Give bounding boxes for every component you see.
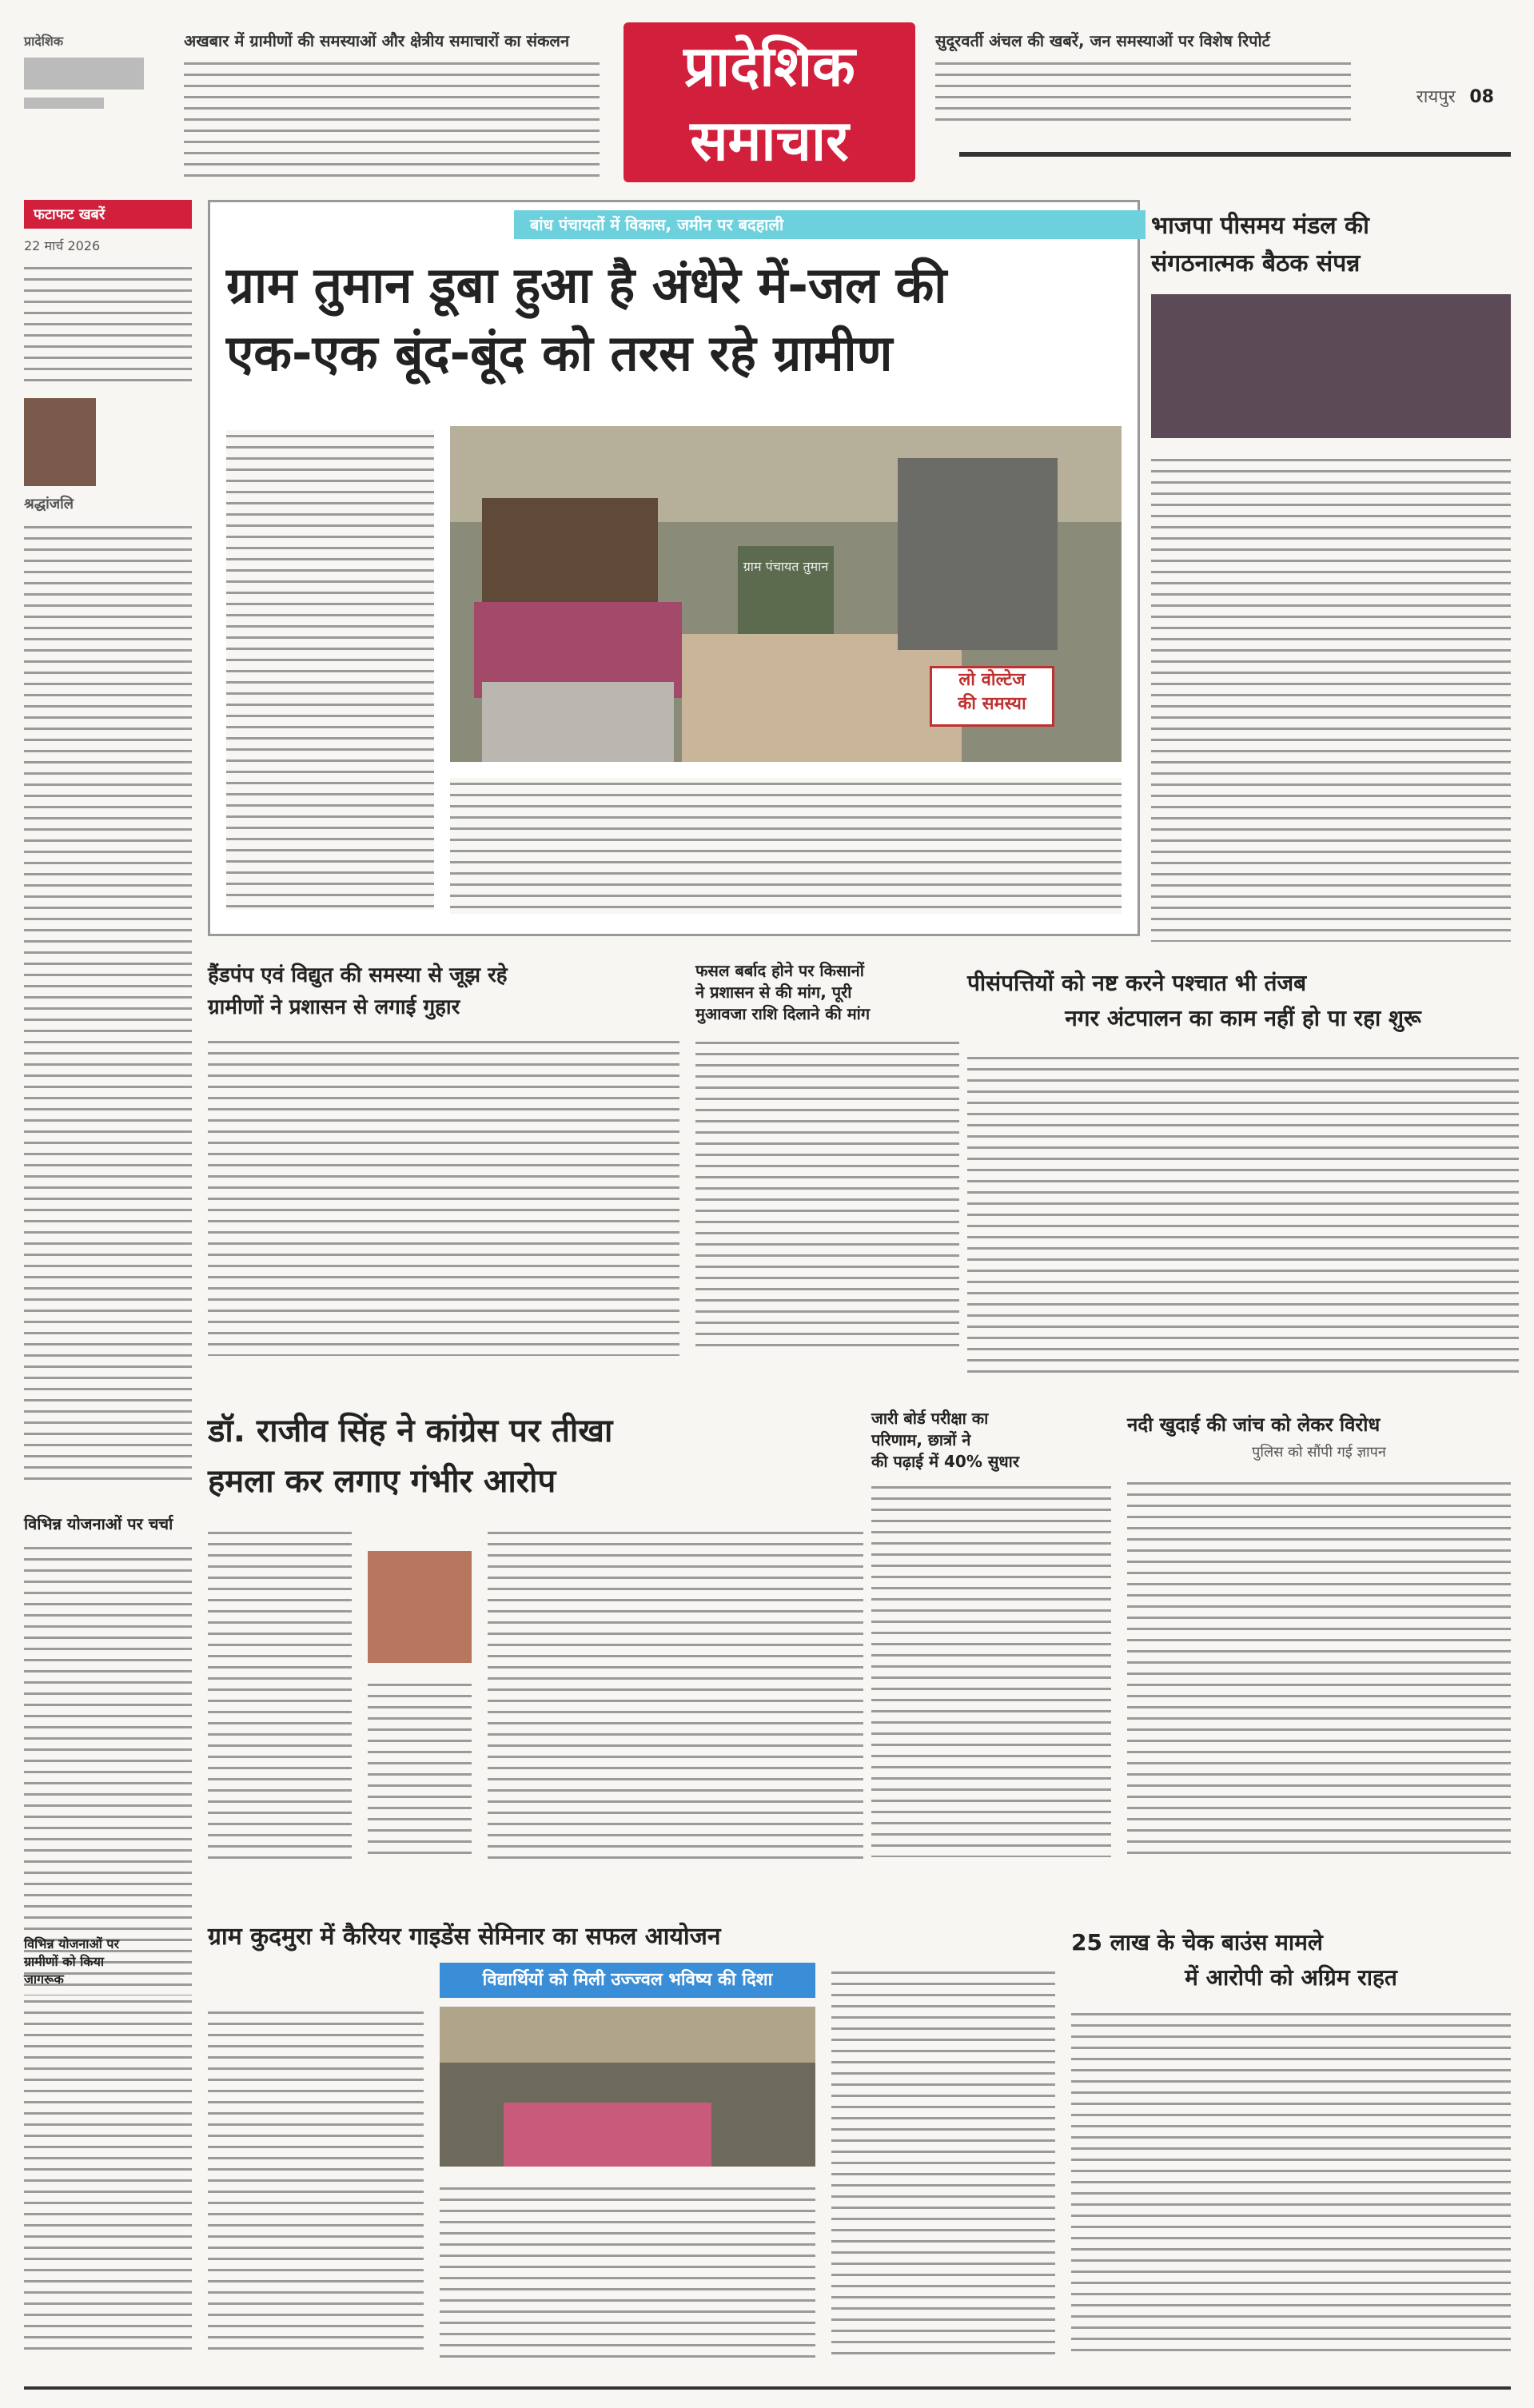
lead-story-box: [208, 200, 1140, 936]
seminar-strip-text: विद्यार्थियों को मिली उज्ज्वल भविष्य की दिशा: [482, 1970, 773, 1990]
story-mid-left: [208, 959, 679, 1359]
exam-headline-line3: की पढ़ाई में 40% सुधार: [871, 1452, 1020, 1471]
section-badge: [624, 22, 915, 182]
mid-left-headline-line1: हैंडपंप एवं विद्युत की समस्या से जूझ रहे: [208, 963, 508, 987]
top-right-teaser-text: सुदूरवर्ती अंचल की खबरें, जन समस्याओं पर विशेष रिपोर्ट: [935, 31, 1270, 50]
story-cheque: [1071, 1927, 1511, 2374]
section-badge-line1: प्रादेशिक: [683, 34, 855, 99]
section-badge-line2: समाचार: [690, 108, 849, 173]
lead-kicker: [514, 210, 1146, 239]
mid-left-headline-line2: ग्रामीणों ने प्रशासन से लगाई गुहार: [208, 995, 460, 1019]
seminar-photo: [440, 2007, 815, 2167]
story-exam: [871, 1407, 1111, 1871]
exam-headline-line2: परिणाम, छात्रों ने: [871, 1430, 971, 1449]
section-tag-text: फटाफट खबरें: [34, 206, 106, 223]
bottom-left-heading-2: ग्रामीणों को किया: [24, 1954, 105, 1969]
exam-headline-line1: जारी बोर्ड परीक्षा का: [871, 1409, 989, 1428]
story-mid-center: [695, 959, 959, 1359]
cheque-headline-line2: में आरोपी को अग्रिम राहत: [1185, 1964, 1397, 1991]
cheque-headline-line1: 25 लाख के चेक बाउंस मामले: [1071, 1929, 1323, 1956]
panchayat-sign: [738, 546, 834, 634]
bottom-left-story: [24, 1935, 192, 2366]
lead-headline-line1: ग्राम तुमान डूबा हुआ है अंधेरे में-जल की: [226, 256, 947, 314]
rajeev-portrait: [368, 1551, 472, 1663]
page-number-value: 08: [1469, 87, 1494, 107]
footer-rule: [24, 2386, 1511, 2390]
top-left-teaser-text: अखबार में ग्रामीणों की समस्याओं और क्षेत्रीय समाचारों का संकलन: [184, 31, 570, 50]
seminar-strip: [440, 1963, 815, 1998]
masthead-rule: [959, 152, 1511, 157]
left-date: 22 मार्च 2026: [24, 238, 101, 253]
top-right-teaser: [935, 32, 1351, 130]
page-number: [1416, 84, 1494, 108]
mid-center-headline-line2: ने प्रशासन से की मांग, पूरी: [695, 983, 852, 1002]
farm-headline: नदी खुदाई की जांच को लेकर विरोध: [1127, 1413, 1381, 1436]
bottom-left-heading-3: जागरूक: [24, 1971, 64, 1987]
mid-center-headline-line3: मुआवजा राशि दिलाने की मांग: [695, 1004, 871, 1023]
rajeev-headline-line2: हमला कर लगाए गंभीर आरोप: [208, 1463, 556, 1500]
story-mid-right: [967, 967, 1519, 1383]
obituary-label: श्रद्धांजलि: [24, 496, 74, 512]
low-voltage-line2: की समस्या: [958, 694, 1026, 714]
bjp-headline-line2: संगठनात्मक बैठक संपन्न: [1151, 249, 1361, 277]
mid-right-headline-line2: नगर अंटपालन का काम नहीं हो पा रहा शुरू: [1065, 1005, 1421, 1031]
story-rajeev: [208, 1407, 863, 1871]
bjp-headline-line1: भाजपा पीसमय मंडल की: [1151, 212, 1369, 240]
bjp-photo: [1151, 294, 1511, 438]
lead-headline-line2: एक-एक बूंद-बूंद को तरस रहे ग्रामीण: [226, 324, 893, 382]
low-voltage-line1: लो वोल्टेज: [958, 670, 1026, 690]
obituary-photo: [24, 398, 96, 486]
bottom-left-heading-1: विभिन्न योजनाओं पर: [24, 1936, 119, 1952]
rajeev-headline-line1: डॉ. राजीव सिंह ने कांग्रेस पर तीखा: [208, 1413, 613, 1449]
panchayat-sign-text: ग्राम पंचायत तुमान: [743, 559, 829, 574]
farm-subline: पुलिस को सौंपी गई ज्ञापन: [1252, 1444, 1386, 1461]
low-voltage-sign: [930, 666, 1054, 727]
story-seminar: [208, 1919, 1055, 2366]
seminar-headline: ग्राम कुदमुरा में कैरियर गाइडेंस सेमिनार का सफल आयोजन: [208, 1923, 721, 1951]
story-farm: [1127, 1411, 1511, 1875]
story-bjp: [1151, 208, 1511, 927]
page-label: रायपुर: [1416, 87, 1456, 107]
left-bottom-heading: विभिन्न योजनाओं पर चर्चा: [24, 1514, 173, 1533]
lead-kicker-text: बांध पंचायतों में विकास, जमीन पर बदहाली: [530, 215, 784, 234]
top-left-teaser: [184, 32, 600, 177]
mid-right-headline-line1: पीसंपत्तियों को नष्ट करने पश्चात भी तंजब: [967, 970, 1307, 996]
mid-center-headline-line1: फसल बर्बाद होने पर किसानों: [695, 961, 864, 980]
masthead-logo-block: प्रादेशिक: [24, 32, 152, 152]
lead-photo: [450, 426, 1122, 762]
section-tag: [24, 200, 192, 229]
